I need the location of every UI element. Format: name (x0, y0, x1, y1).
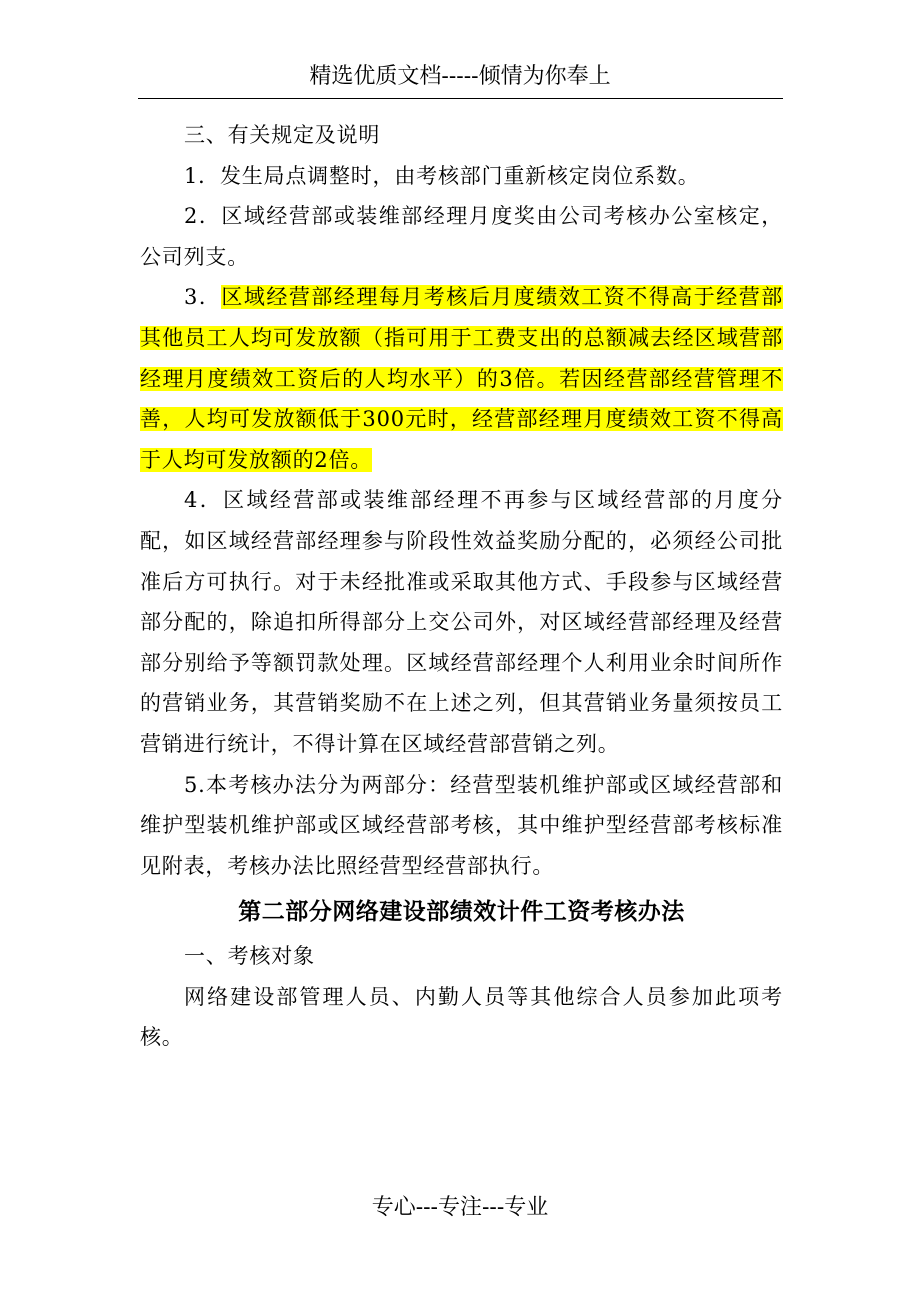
paragraph-5: 5.本考核办法分为两部分：经营型装机维护部或区域经营部和维护型装机维护部或区域经营部考核，其中维护型经营部考核标准见附表，考核办法比照经营型经营部执行。 (140, 772, 783, 878)
page-header: 精选优质文档-----倾情为你奉上 (309, 64, 611, 89)
highlighted-text: 区域经营部经理每月考核后月度绩效工资不得高于经营部其他员工人均可发放额（指可用于工费支出的总额减去经区域营部经理月度绩效工资后的人均水平）的3倍。若因经营部经营管理不善，人均可发放额低于300元时，经营部经理月度绩效工资不得高于人均可发放额的2倍。 (140, 285, 784, 472)
section-title: 第二部分网络建设部绩效计件工资考核办法 (238, 898, 685, 926)
page-footer: 专心---专注---专业 (371, 1195, 549, 1220)
document-body (140, 115, 783, 1058)
paragraph-4: 4．区域经营部或装维部经理不再参与区域经营部的月度分配，如区域经营部经理参与阶段性效益奖励分配的，必须经公司批准后方可执行。对于未经批准或采取其他方式、手段参与区域经营部分配的，除追扣所得部分上交公司外，对区域经营部经理及经营部分别给予等额罚款处理。区域经营部经理个人利用业余时间所作的营销业务，其营销奖励不在上述之列，但其营销业务量须按员工营销进行统计，不得计算在区域经营部营销之列。 (140, 488, 783, 756)
heading-regulations: 三、有关规定及说明 (184, 123, 381, 147)
paragraph-3 (140, 277, 783, 480)
paragraph-2: 2．区域经营部或装维部经理月度奖由公司考核办公室核定，公司列支。 (140, 204, 783, 269)
paragraph-3-number: 3． (184, 285, 222, 310)
paragraph-6: 网络建设部管理人员、内勤人员等其他综合人员参加此项考核。 (140, 984, 783, 1050)
header-divider (138, 98, 783, 99)
heading-assessment-target: 一、考核对象 (184, 944, 315, 969)
paragraph-1: 1．发生局点调整时，由考核部门重新核定岗位系数。 (184, 163, 700, 188)
